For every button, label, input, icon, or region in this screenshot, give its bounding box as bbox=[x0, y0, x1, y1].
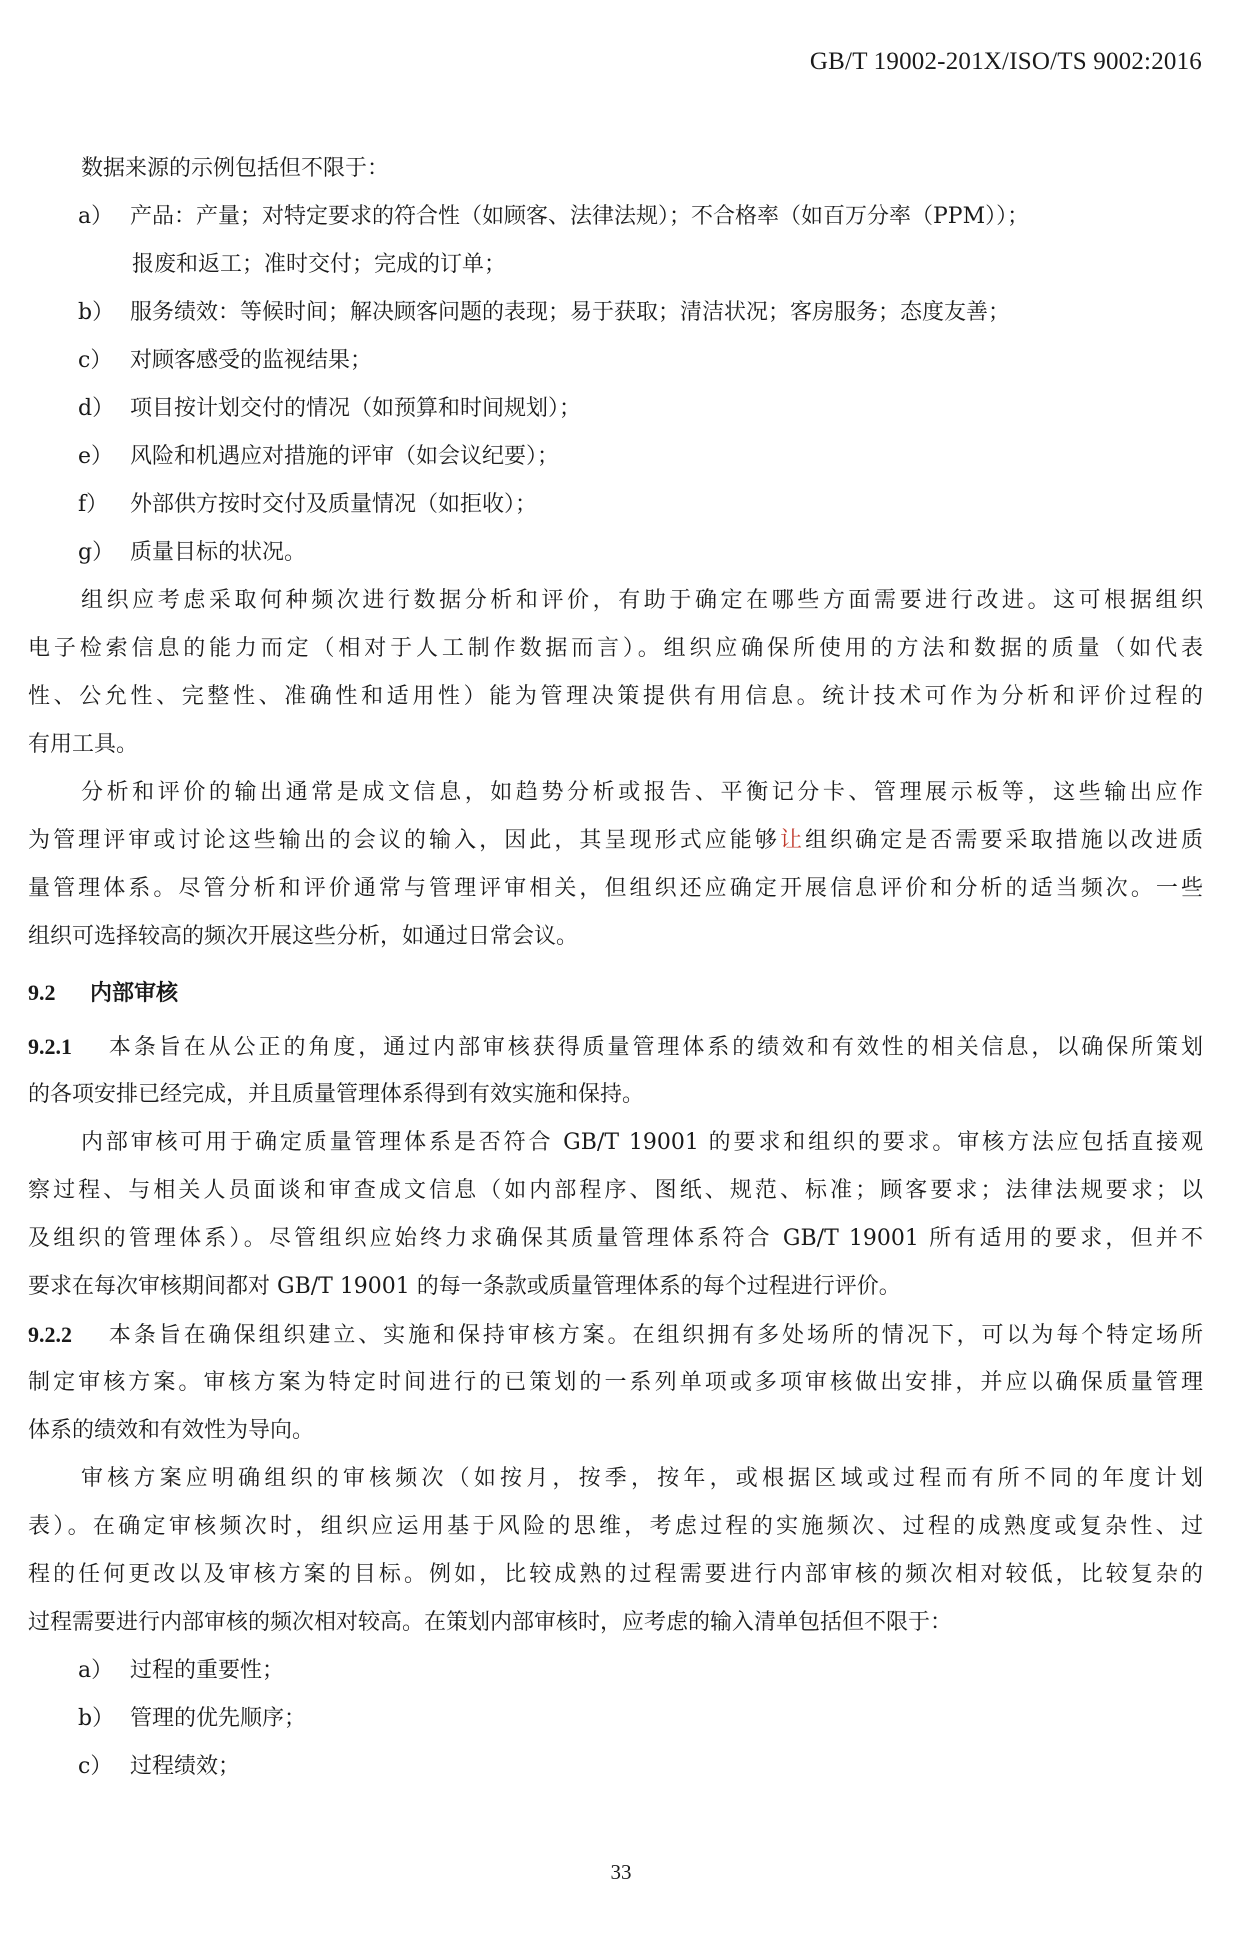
list-item bbox=[28, 1743, 1203, 1791]
list-item-text: 外部供方按时交付及质量情况（如拒收）； bbox=[130, 492, 538, 517]
paragraph-text: 组织确定是否需要采取措施以改进质 bbox=[805, 828, 1203, 853]
highlighted-char: 让 bbox=[779, 828, 806, 853]
paragraph-line: 内部审核可用于确定质量管理体系是否符合 GB/T 19001 的要求和组织的要求。审核方法应包括直接观 bbox=[81, 1130, 1203, 1155]
clause-9-2-1 bbox=[28, 1023, 1203, 1311]
list-item-text: 对顾客感受的监视结果； bbox=[130, 348, 373, 373]
clause-number: 9.2.1 bbox=[28, 1034, 72, 1059]
paragraph-line: 过程需要进行内部审核的频次相对较高。在策划内部审核时，应考虑的输入清单包括但不限于： bbox=[28, 1610, 953, 1635]
analysis-output-paragraph bbox=[28, 769, 1203, 961]
paragraph-line bbox=[28, 1311, 1203, 1359]
section-title: 内部审核 bbox=[90, 980, 179, 1006]
list-item-continuation: 报废和返工；准时交付；完成的订单； bbox=[132, 252, 507, 277]
paragraph-line: 的各项安排已经完成，并且质量管理体系得到有效实施和保持。 bbox=[28, 1082, 645, 1107]
page-number: 33 bbox=[610, 1860, 632, 1884]
document-body bbox=[28, 145, 1203, 1791]
paragraph-line: 及组织的管理体系）。尽管组织应始终力求确保其质量管理体系符合 GB/T 19001 所有适用的要求，但并不 bbox=[28, 1226, 1203, 1251]
list-item-text: 管理的优先顺序； bbox=[130, 1706, 307, 1731]
list-item bbox=[28, 1647, 1203, 1695]
list-item bbox=[28, 433, 1203, 481]
paragraph-line bbox=[28, 817, 1203, 865]
list-item-label: b） bbox=[78, 1706, 115, 1731]
list-item bbox=[28, 385, 1203, 433]
list-item bbox=[28, 193, 1203, 241]
paragraph-line: 分析和评价的输出通常是成文信息，如趋势分析或报告、平衡记分卡、管理展示板等，这些输出应作 bbox=[81, 780, 1203, 805]
paragraph-text: 本条旨在从公正的角度，通过内部审核获得质量管理体系的绩效和有效性的相关信息，以确保所策划 bbox=[106, 1035, 1203, 1060]
paragraph-line: 察过程、与相关人员面谈和审查成文信息（如内部程序、图纸、规范、标准；顾客要求；法律法规要求；以 bbox=[28, 1178, 1203, 1203]
data-sources-list bbox=[28, 193, 1203, 577]
list-item bbox=[28, 289, 1203, 337]
section-heading bbox=[28, 969, 1203, 1017]
list-item bbox=[28, 337, 1203, 385]
section-number: 9.2 bbox=[28, 980, 56, 1005]
paragraph-line: 审核方案应明确组织的审核频次（如按月，按季，按年，或根据区域或过程而有所不同的年度计划 bbox=[81, 1466, 1203, 1491]
paragraph-line: 有用工具。 bbox=[28, 732, 139, 757]
list-item-label: e） bbox=[78, 444, 114, 469]
list-item-text: 风险和机遇应对措施的评审（如会议纪要）； bbox=[130, 444, 560, 469]
paragraph-line: 量管理体系。尽管分析和评价通常与管理评审相关，但组织还应确定开展信息评价和分析的适当频次。一些 bbox=[28, 876, 1203, 901]
list-item-label: c） bbox=[78, 1754, 113, 1779]
paragraph-line: 程的任何更改以及审核方案的目标。例如，比较成熟的过程需要进行内部审核的频次相对较低，比较复杂的 bbox=[28, 1562, 1203, 1587]
clause-number: 9.2.2 bbox=[28, 1322, 72, 1347]
paragraph-line: 组织应考虑采取何种频次进行数据分析和评价，有助于确定在哪些方面需要进行改进。这可根据组织 bbox=[81, 588, 1203, 613]
intro-text: 数据来源的示例包括但不限于： bbox=[81, 156, 390, 181]
paragraph-line: 体系的绩效和有效性为导向。 bbox=[28, 1418, 315, 1443]
list-item-text: 产品：产量；对特定要求的符合性（如顾客、法律法规）；不合格率（如百万分率（PPM））； bbox=[130, 204, 1030, 229]
list-item-label: a） bbox=[78, 1658, 114, 1683]
standard-id-header: GB/T 19002-201X/ISO/TS 9002:2016 bbox=[809, 48, 1202, 75]
paragraph-line: 电子检索信息的能力而定（相对于人工制作数据而言）。组织应确保所使用的方法和数据的质量（如代表 bbox=[28, 636, 1203, 661]
list-item-text: 质量目标的状况。 bbox=[130, 540, 307, 565]
list-item-label: c） bbox=[78, 348, 113, 373]
paragraph-text: 本条旨在确保组织建立、实施和保持审核方案。在组织拥有多处场所的情况下，可以为每个特定场所 bbox=[106, 1323, 1203, 1348]
list-item bbox=[28, 481, 1203, 529]
paragraph-line: 组织可选择较高的频次开展这些分析，如通过日常会议。 bbox=[28, 924, 579, 949]
list-item-text: 项目按计划交付的情况（如预算和时间规划）； bbox=[130, 396, 582, 421]
paragraph-line: 表）。在确定审核频次时，组织应运用基于风险的思维，考虑过程的实施频次、过程的成熟度或复杂性、过 bbox=[28, 1514, 1203, 1539]
list-item bbox=[28, 1695, 1203, 1743]
paragraph-line: 制定审核方案。审核方案为特定时间进行的已策划的一系列单项或多项审核做出安排，并应以确保质量管理 bbox=[28, 1370, 1203, 1395]
list-item-label: f） bbox=[78, 492, 109, 517]
paragraph-line: 性、公允性、完整性、准确性和适用性）能为管理决策提供有用信息。统计技术可作为分析和评价过程的 bbox=[28, 684, 1203, 709]
list-item bbox=[28, 529, 1203, 577]
list-item-text: 过程的重要性； bbox=[130, 1658, 285, 1683]
paragraph-text: 为管理评审或讨论这些输出的会议的输入，因此，其呈现形式应能够 bbox=[28, 828, 780, 853]
list-item-label: g） bbox=[78, 540, 115, 565]
list-item-text: 服务绩效：等候时间；解决顾客问题的表现；易于获取；清洁状况；客房服务；态度友善； bbox=[130, 300, 1011, 325]
list-item-label: a） bbox=[78, 204, 114, 229]
paragraph-line: 要求在每次审核期间都对 GB/T 19001 的每一条款或质量管理体系的每个过程进行评价。 bbox=[28, 1274, 901, 1299]
analysis-frequency-paragraph bbox=[28, 577, 1203, 769]
list-item-label: d） bbox=[78, 396, 115, 421]
list-item-text: 过程绩效； bbox=[130, 1754, 241, 1779]
clause-9-2-2 bbox=[28, 1311, 1203, 1791]
paragraph-line bbox=[28, 1023, 1203, 1071]
list-item-label: b） bbox=[78, 300, 115, 325]
